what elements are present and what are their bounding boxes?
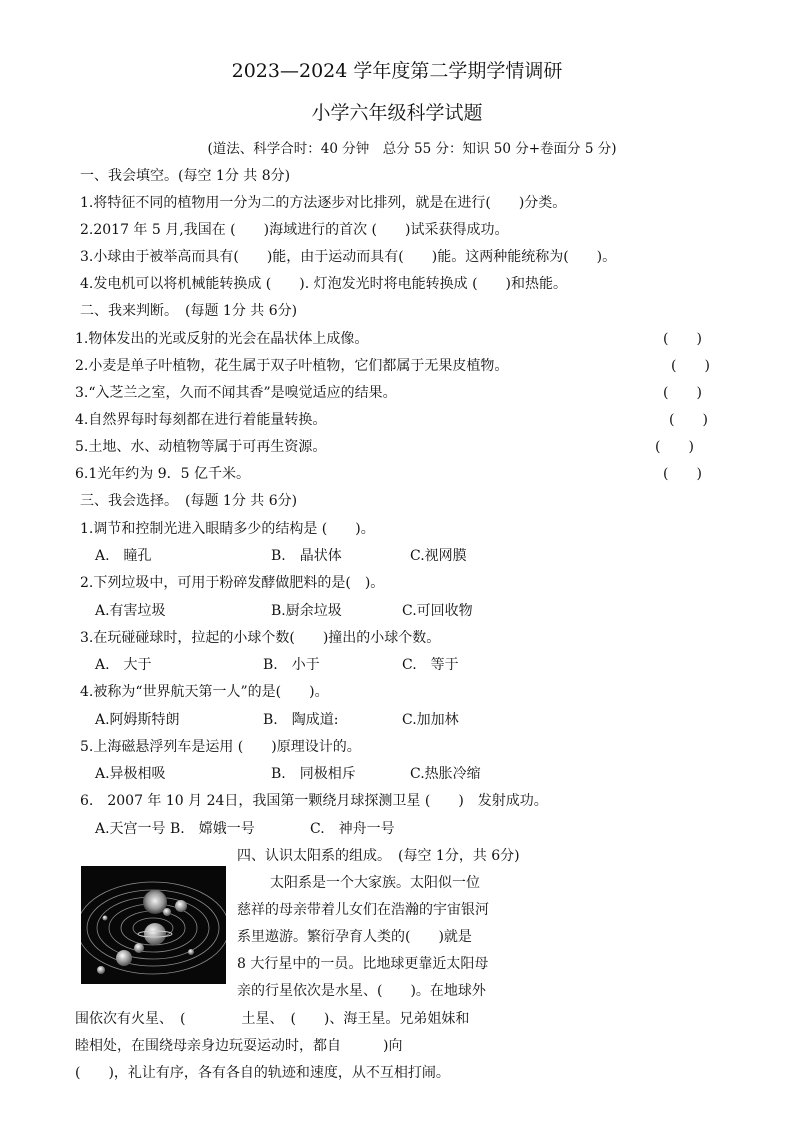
section1-heading: 一、我会填空。(每空 1分 共 8分) — [80, 168, 291, 184]
solar-system-image — [81, 866, 226, 984]
choice-options-1 — [0, 545, 794, 565]
solar-paragraph-line-2: 慈祥的母亲带着儿女们在浩瀚的宇宙银河 — [237, 902, 489, 918]
answer-bracket: ( ) — [669, 412, 708, 428]
judge-item-text: 1.物体发出的光或反射的光会在晶状体上成像。 — [75, 331, 369, 347]
judge-item-3 — [75, 382, 715, 402]
judge-item-text: 2.小麦是单子叶植物，花生属于双子叶植物，它们都属于无果皮植物。 — [75, 358, 509, 374]
solar-system-icon — [81, 866, 226, 984]
option-a: A.有害垃圾 — [95, 603, 166, 619]
solar-paragraph-line-8: ( )，礼让有序，各有各自的轨迹和速度，从不互相打闹。 — [75, 1065, 450, 1081]
option-b: B. 晶状体 — [271, 548, 342, 564]
choice-options-2 — [0, 600, 794, 620]
exam-title: 2023—2024 学年度第二学期学情调研 — [231, 60, 563, 82]
choice-question-6: 6. 2007 年 10 月 24日，我国第一颗绕月球探测卫星 ( ) 发射成功。 — [80, 793, 548, 809]
section3-heading: 三、我会选择。 (每题 1分 共 6分) — [80, 493, 298, 509]
choice-options-6 — [0, 818, 794, 838]
choice-options-4 — [0, 709, 794, 729]
answer-bracket: ( ) — [663, 385, 702, 401]
option-c: C. 等于 — [402, 657, 459, 673]
option-a-b: A.天宫一号 B. 嫦娥一号 — [95, 821, 255, 837]
solar-paragraph-line-5: 亲的行星依次是水星、( )。在地球外 — [237, 983, 486, 999]
judge-item-5 — [75, 436, 715, 456]
section4-heading: 四、认识太阳系的组成。 (每空 1分，共 6分) — [237, 848, 520, 864]
answer-bracket: ( ) — [663, 466, 702, 482]
option-c: C.视网膜 — [410, 548, 467, 564]
judge-item-text: 4.自然界每时每刻都在进行着能量转换。 — [75, 412, 327, 428]
choice-question-5: 5.上海磁悬浮列车是运用 ( )原理设计的。 — [80, 739, 361, 755]
answer-bracket: ( ) — [663, 331, 702, 347]
option-b: B.厨余垃圾 — [271, 603, 342, 619]
choice-question-2: 2.下列垃圾中，可用于粉碎发酵做肥料的是( )。 — [80, 575, 385, 591]
option-a: A.阿姆斯特朗 — [95, 712, 180, 728]
section2-heading: 二、我来判断。 (每题 1分 共 6分) — [80, 303, 298, 319]
option-b: B. 陶成道: — [263, 712, 339, 728]
fill-item-3: 3.小球由于被举高而具有( )能，由于运动而具有( )能。这两种能统称为( )。 — [80, 249, 617, 265]
option-b: B. 小于 — [263, 657, 320, 673]
option-a: A.异极相吸 — [95, 766, 166, 782]
option-a: A. 大于 — [95, 657, 152, 673]
option-b: B. 同极相斥 — [271, 766, 356, 782]
solar-paragraph-line-4: 8 大行星中的一员。比地球更靠近太阳母 — [237, 956, 489, 972]
solar-paragraph-line-7: 睦相处，在围绕母亲身边玩耍运动时，都自 )向 — [75, 1038, 403, 1054]
choice-options-3 — [0, 654, 794, 674]
option-c: C. 神舟一号 — [310, 821, 395, 837]
option-c: C.加加林 — [402, 712, 459, 728]
choice-question-4: 4.被称为“世界航天第一人”的是( )。 — [80, 684, 329, 700]
answer-bracket: ( ) — [655, 439, 694, 455]
answer-bracket: ( ) — [671, 358, 710, 374]
judge-item-text: 6.1光年约为 9．5 亿千米。 — [75, 466, 250, 482]
solar-paragraph-line-3: 系里遨游。繁衍孕育人类的( )就是 — [237, 929, 472, 945]
judge-item-1 — [75, 328, 715, 348]
choice-question-1: 1.调节和控制光进入眼睛多少的结构是 ( )。 — [80, 521, 375, 537]
choice-question-3: 3.在玩碰碰球时，拉起的小球个数( )撞出的小球个数。 — [80, 630, 441, 646]
fill-item-4: 4.发电机可以将机械能转换成 ( ). 灯泡发光时将电能转换成 ( )和热能。 — [80, 276, 568, 292]
judge-item-text: 3.“入芝兰之室，久而不闻其香”是嗅觉适应的结果。 — [75, 385, 397, 401]
solar-paragraph-line-1: 太阳系是一个大家族。太阳似一位 — [270, 875, 480, 891]
judge-item-text: 5.土地、水、动植物等属于可再生资源。 — [75, 439, 327, 455]
judge-item-6 — [75, 463, 715, 483]
fill-item-1: 1.将特征不同的植物用一分为二的方法逐步对比排列，就是在进行( )分类。 — [80, 195, 567, 211]
choice-options-5 — [0, 763, 794, 783]
exam-subtitle: 小学六年级科学试题 — [311, 102, 483, 124]
option-a: A. 瞳孔 — [95, 548, 152, 564]
option-c: C.可回收物 — [402, 603, 473, 619]
judge-item-4 — [75, 409, 715, 429]
option-c: C.热胀冷缩 — [410, 766, 481, 782]
judge-item-2 — [75, 355, 715, 375]
solar-paragraph-line-6: 围依次有火星、 ( 土星、 ( )、海王星。兄弟姐妹和 — [75, 1011, 470, 1027]
exam-note: (道法、科学合时：40 分钟 总分 55 分：知识 50 分+卷面分 5 分) — [207, 141, 617, 157]
fill-item-2: 2.2017 年 5 月,我国在 ( )海域进行的首次 ( )试采获得成功。 — [80, 222, 509, 238]
